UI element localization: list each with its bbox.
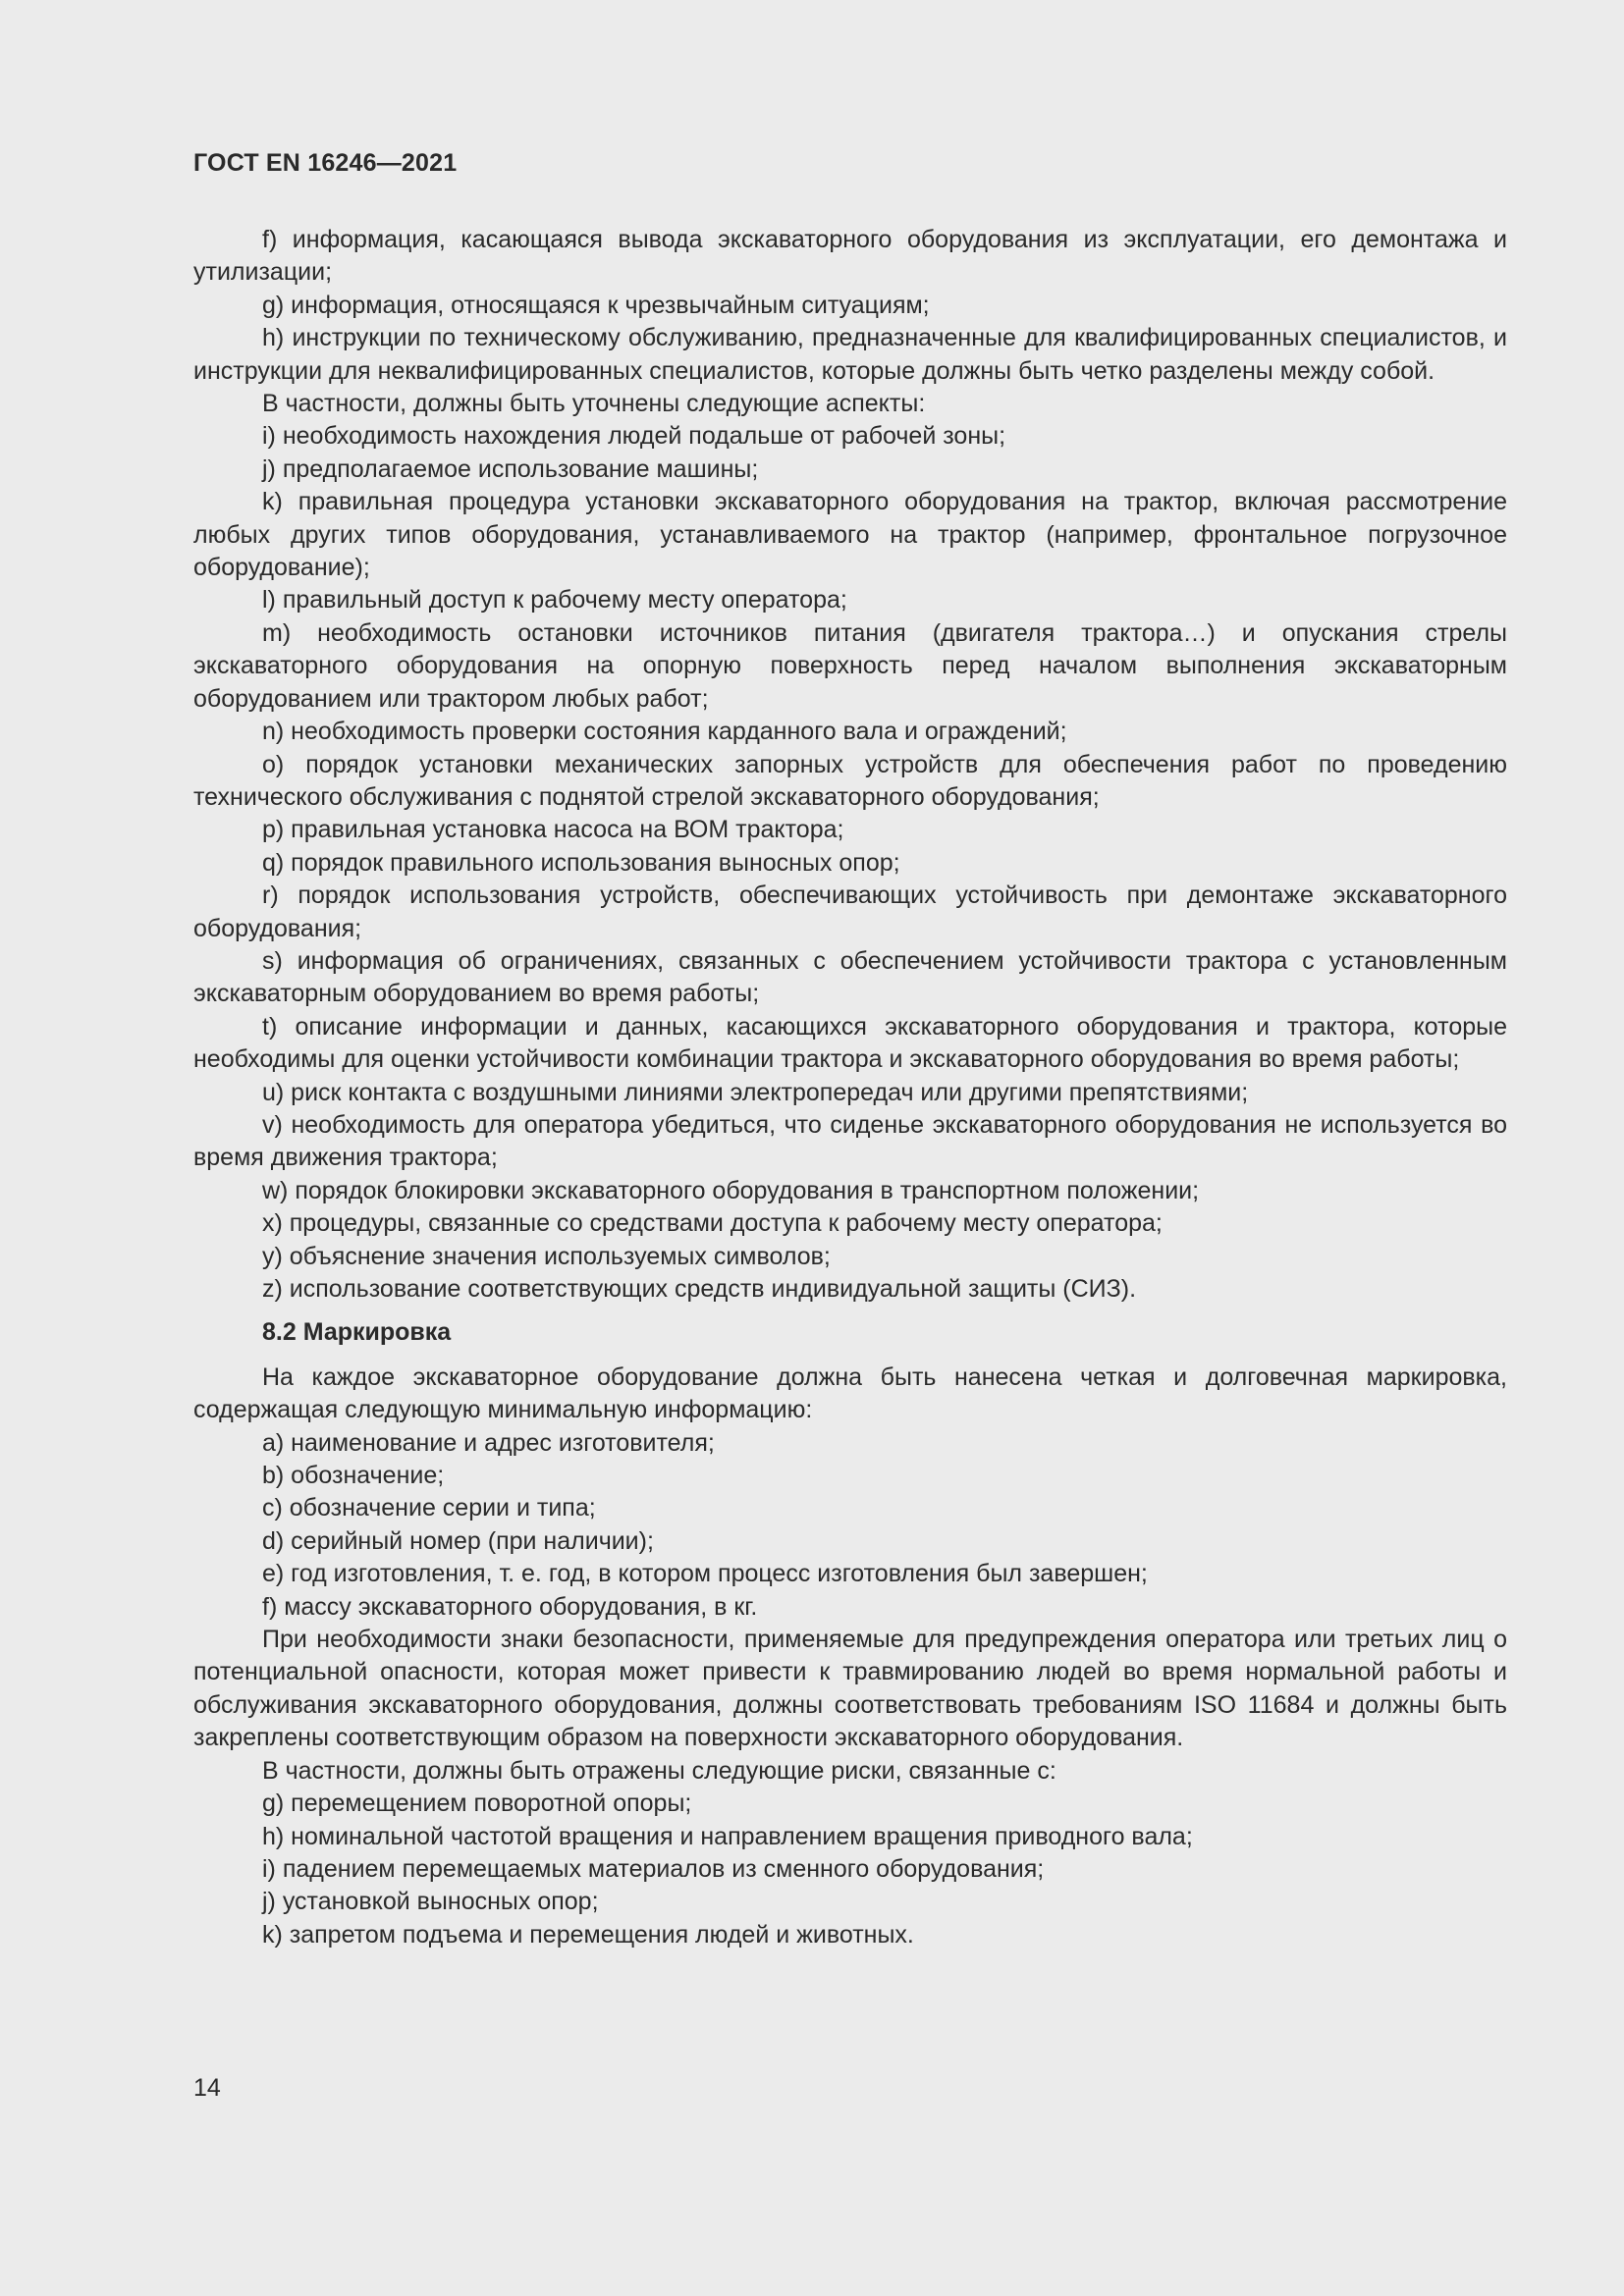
marking-item-e: e) год изготовления, т. е. год, в котором процесс изготовления был завершен; bbox=[262, 1560, 1148, 1588]
section-heading-marking: 8.2 Маркировка bbox=[262, 1318, 452, 1347]
risk-item-j: j) установкой выносных опор; bbox=[262, 1888, 599, 1916]
list-item-i: i) необходимость нахождения людей подальше от рабочей зоны; bbox=[262, 422, 1006, 451]
list-item-g: g) информация, относящаяся к чрезвычайным ситуациям; bbox=[262, 291, 930, 319]
list-item-j: j) предполагаемое использование машины; bbox=[262, 454, 759, 483]
list-item-o: o) порядок установки механических запорных устройств для обеспечения работ по проведению технического обслуживания с поднятой стрелой экскаваторного оборудования; bbox=[193, 750, 1507, 811]
list-item-q: q) порядок правильного использования выносных опор; bbox=[262, 848, 900, 877]
list-item-n: n) необходимость проверки состояния карданного вала и ограждений; bbox=[262, 718, 1067, 746]
risk-item-i: i) падением перемещаемых материалов из сменного оборудования; bbox=[262, 1854, 1045, 1883]
marking-item-d: d) серийный номер (при наличии); bbox=[262, 1526, 654, 1555]
marking-intro: На каждое экскаваторное оборудование должна быть нанесена четкая и долговечная маркировка, содержащая следующую минимальную информацию: bbox=[193, 1362, 1507, 1424]
marking-item-b: b) обозначение; bbox=[262, 1462, 445, 1490]
list-item-w: w) порядок блокировки экскаваторного оборудования в транспортном положении; bbox=[262, 1176, 1200, 1204]
risk-item-g: g) перемещением поворотной опоры; bbox=[262, 1789, 692, 1818]
list-item-m: m) необходимость остановки источников питания (двигателя трактора…) и опускания стрелы экскаваторного оборудования на опорную поверхность перед началом выполнения экскаваторным оборудованием или трактором любых работ; bbox=[193, 618, 1507, 713]
aspects-intro: В частности, должны быть уточнены следующие аспекты: bbox=[262, 390, 926, 418]
risk-item-h: h) номинальной частотой вращения и направлением вращения приводного вала; bbox=[262, 1822, 1193, 1850]
page-number: 14 bbox=[193, 2074, 221, 2102]
list-item-t: t) описание информации и данных, касающихся экскаваторного оборудования и трактора, которые необходимы для оценки устойчивости комбинации трактора и экскаваторного оборудования во время работы; bbox=[193, 1012, 1507, 1074]
list-item-r: r) порядок использования устройств, обеспечивающих устойчивость при демонтаже экскаваторного оборудования; bbox=[193, 881, 1507, 942]
marking-item-a: a) наименование и адрес изготовителя; bbox=[262, 1428, 715, 1457]
list-item-p: p) правильная установка насоса на ВОМ трактора; bbox=[262, 816, 844, 844]
risk-item-k: k) запретом подъема и перемещения людей и животных. bbox=[262, 1920, 914, 1949]
safety-signs-paragraph: При необходимости знаки безопасности, применяемые для предупреждения оператора или третьих лиц о потенциальной опасности, которая может привести к травмированию людей во время нормальной работы и обслуживания экскаваторного оборудования, должны соответствовать требованиям ISO 11684 и должны быть закреплены соответствующим образом на поверхности экскаваторного оборудования. bbox=[193, 1626, 1507, 1752]
list-item-u: u) риск контакта с воздушными линиями электропередач или другими препятствиями; bbox=[262, 1078, 1249, 1106]
list-item-s: s) информация об ограничениях, связанных с обеспечением устойчивости трактора с установленным экскаваторным оборудованием во время работы; bbox=[193, 946, 1507, 1008]
list-item-x: x) процедуры, связанные со средствами доступа к рабочему месту оператора; bbox=[262, 1209, 1163, 1238]
list-item-f: f) информация, касающаяся вывода экскаваторного оборудования из эксплуатации, его демонтажа и утилизации; bbox=[193, 226, 1507, 287]
list-item-l: l) правильный доступ к рабочему месту оператора; bbox=[262, 586, 847, 614]
list-item-k: k) правильная процедура установки экскаваторного оборудования на трактор, включая рассмотрение любых других типов оборудования, устанавливаемого на трактор (например, фронтальное погрузочное оборудование); bbox=[193, 488, 1507, 582]
document-header: ГОСТ EN 16246—2021 bbox=[193, 149, 458, 177]
page-content bbox=[193, 224, 1507, 1951]
list-item-v: v) необходимость для оператора убедиться, что сиденье экскаваторного оборудования не используется во время движения трактора; bbox=[193, 1110, 1507, 1172]
list-item-z: z) использование соответствующих средств индивидуальной защиты (СИЗ). bbox=[262, 1275, 1137, 1303]
marking-item-f: f) массу экскаваторного оборудования, в кг. bbox=[262, 1592, 758, 1621]
risks-intro: В частности, должны быть отражены следующие риски, связанные с: bbox=[262, 1756, 1056, 1785]
list-item-y: y) объяснение значения используемых символов; bbox=[262, 1242, 831, 1270]
list-item-h: h) инструкции по техническому обслуживанию, предназначенные для квалифицированных специалистов, и инструкции для неквалифицированных специалистов, которые должны быть четко разделены между собой. bbox=[193, 324, 1507, 385]
marking-item-c: c) обозначение серии и типа; bbox=[262, 1494, 596, 1522]
